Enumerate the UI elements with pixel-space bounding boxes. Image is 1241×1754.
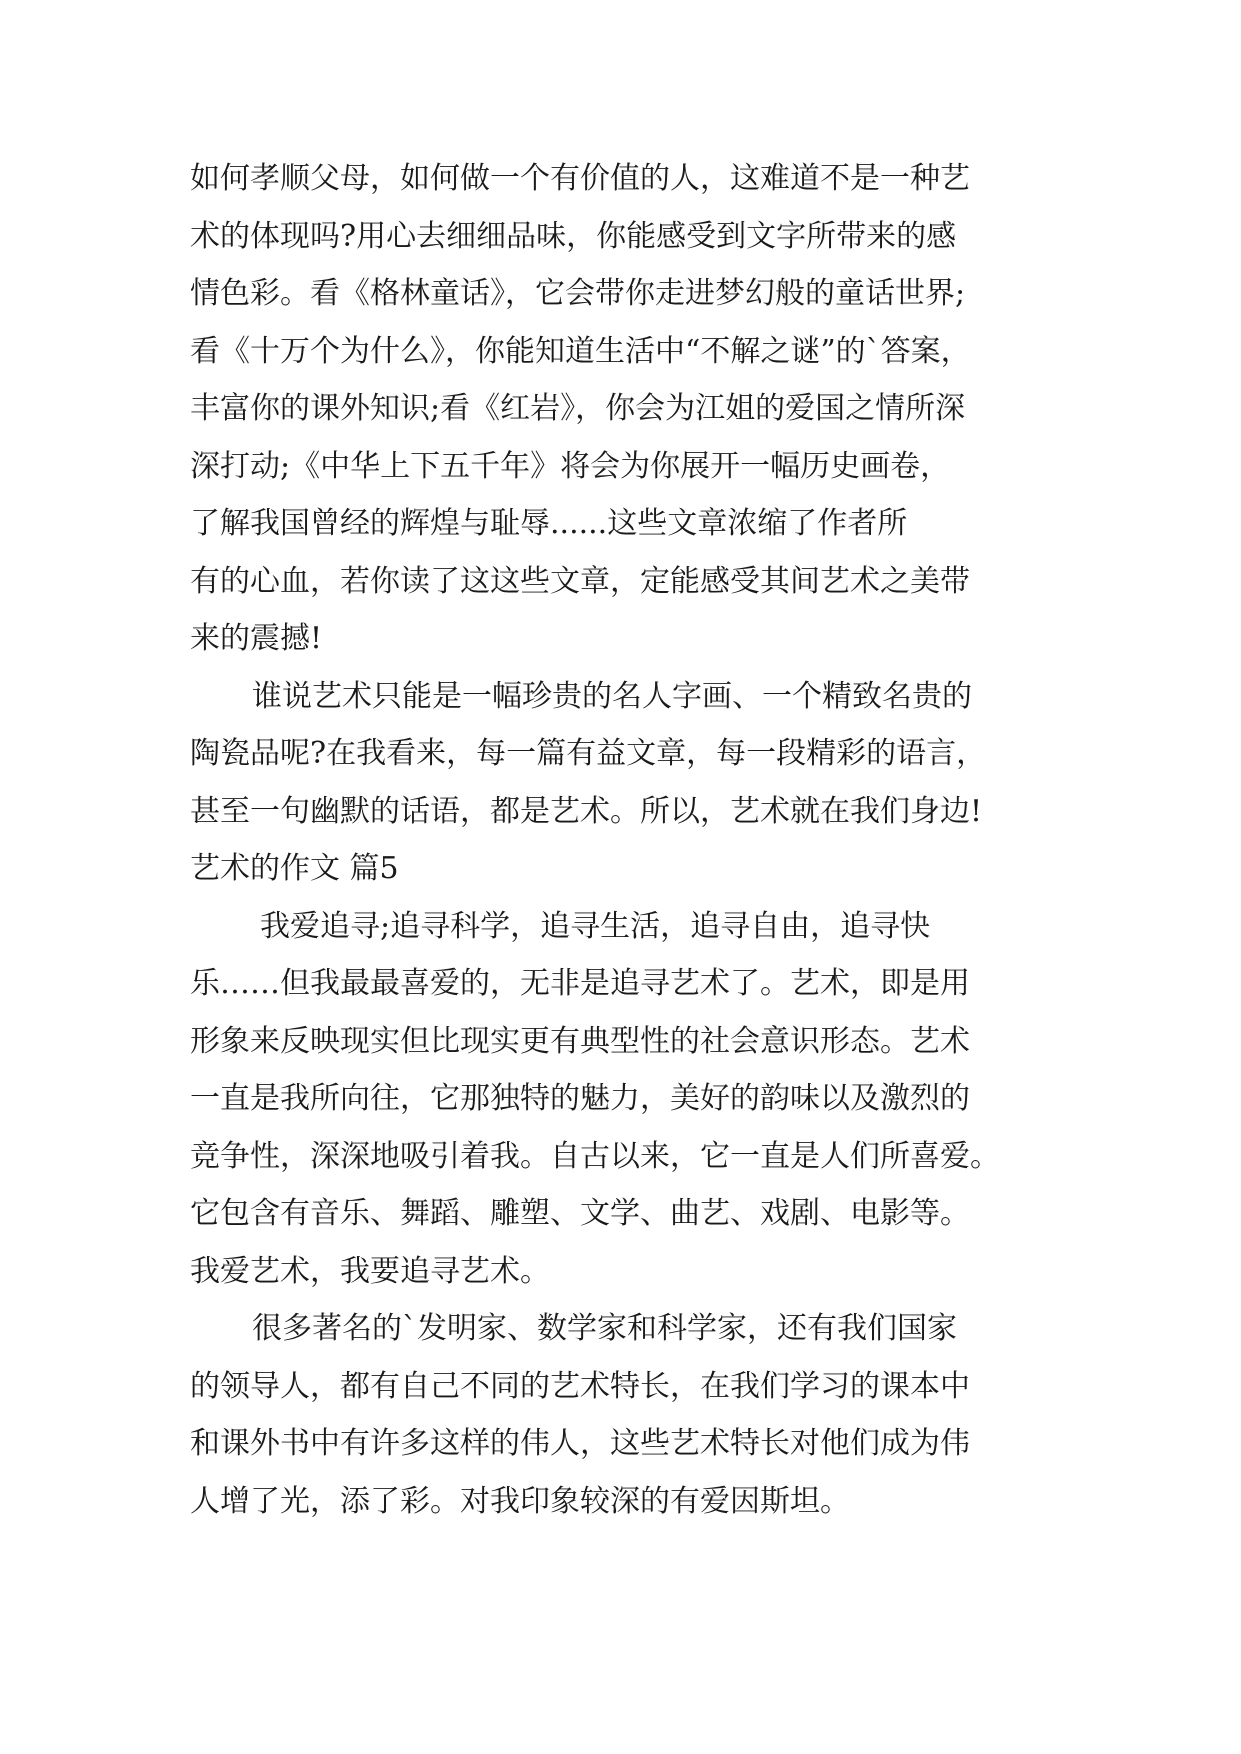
text-line: 人增了光，添了彩。对我印象较深的有爱因斯坦。 — [190, 1483, 850, 1519]
text-line: 甚至一句幽默的话语，都是艺术。所以，艺术就在我们身边! — [190, 793, 983, 829]
document-page — [190, 150, 1060, 1530]
text-line: 术的体现吗?用心去细细品味，你能感受到文字所带来的感 — [190, 218, 957, 254]
text-line: 如何孝顺父母，如何做一个有价值的人，这难道不是一种艺 — [190, 161, 970, 196]
paragraph-start-line: 谁说艺术只能是一幅珍贵的名人字画、一个精致名贵的 — [252, 678, 972, 714]
text-line: 有的心血，若你读了这这些文章，定能感受其间艺术之美带 — [190, 563, 970, 599]
text-line: 情色彩。看《格林童话》，它会带你走进梦幻般的童话世界; — [190, 276, 966, 311]
section-heading: 艺术的作文 篇5 — [190, 851, 399, 886]
text-line: 乐……但我最最喜爱的，无非是追寻艺术了。艺术，即是用 — [190, 966, 970, 1001]
text-line: 形象来反映现实但比现实更有典型性的社会意识形态。艺术 — [190, 1023, 970, 1059]
paragraph-start-line: 很多著名的`发明家、数学家和科学家，还有我们国家 — [252, 1311, 957, 1346]
text-line: 了解我国曾经的辉煌与耻辱......这些文章浓缩了作者所 — [190, 506, 908, 541]
text-line: 一直是我所向往，它那独特的魅力，美好的韵味以及激烈的 — [190, 1081, 970, 1116]
text-line: 它包含有音乐、舞蹈、雕塑、文学、曲艺、戏剧、电影等。 — [190, 1196, 970, 1231]
text-line: 丰富你的课外知识;看《红岩》，你会为江姐的爱国之情所深 — [190, 391, 966, 426]
paragraph-start-line: 我爱追寻;追寻科学，追寻生活，追寻自由，追寻快 — [260, 908, 931, 944]
text-line: 来的震撼! — [190, 621, 323, 656]
text-line: 和课外书中有许多这样的伟人，这些艺术特长对他们成为伟 — [190, 1426, 970, 1461]
text-line: 的领导人，都有自己不同的艺术特长，在我们学习的课本中 — [190, 1368, 970, 1404]
text-line: 看《十万个为什么》，你能知道生活中“不解之谜”的`答案， — [190, 333, 971, 369]
text-line: 我爱艺术，我要追寻艺术。 — [190, 1253, 550, 1289]
text-line: 深打动;《中华上下五千年》将会为你展开一幅历史画卷， — [190, 448, 951, 484]
text-line: 竞争性，深深地吸引着我。自古以来，它一直是人们所喜爱。 — [190, 1138, 1000, 1174]
text-line: 陶瓷品呢?在我看来，每一篇有益文章，每一段精彩的语言， — [190, 736, 987, 771]
